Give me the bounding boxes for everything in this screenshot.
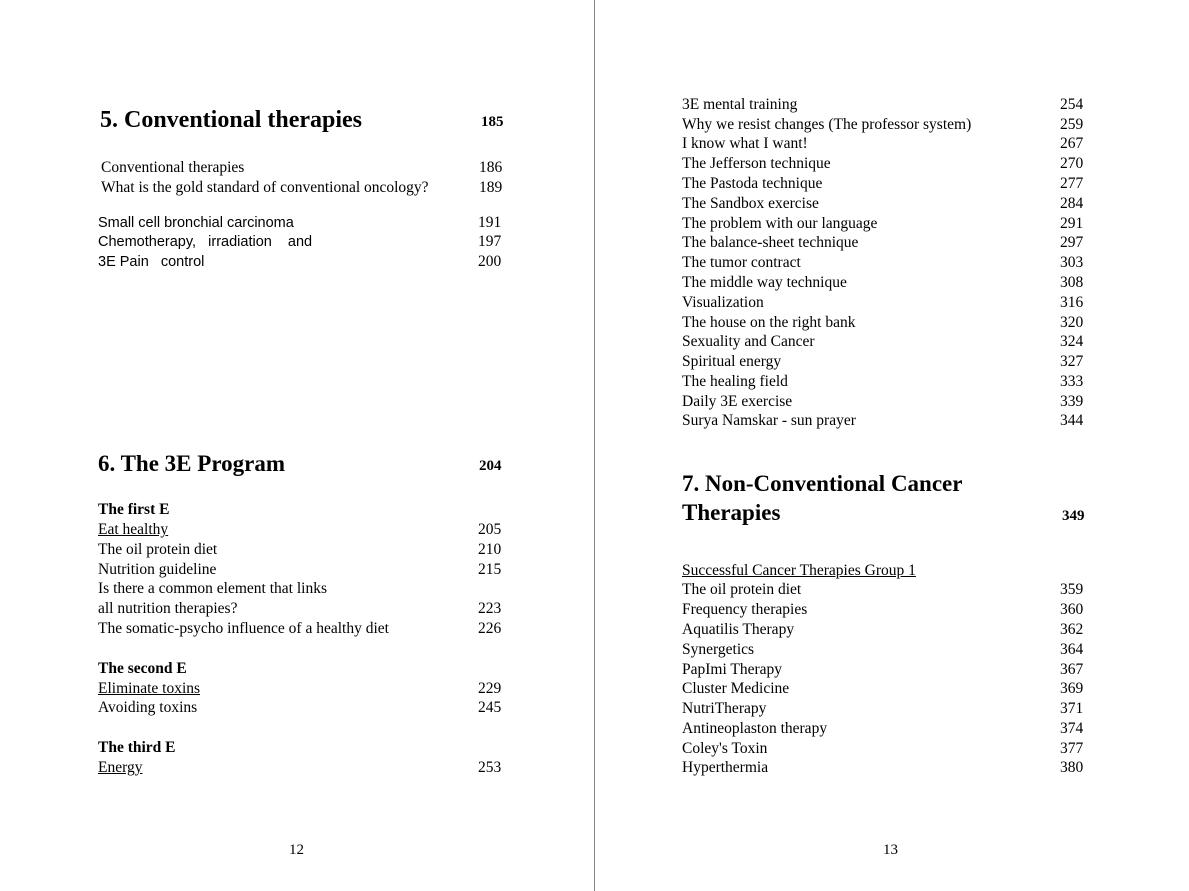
toc-entry-page: 359 [1060, 581, 1084, 598]
toc-entry [682, 580, 1092, 600]
toc-entry [98, 520, 508, 540]
toc-entry-text: The oil protein diet [682, 581, 802, 598]
toc-entry-text: Is there a common element that links [98, 580, 327, 597]
toc-entry [682, 640, 1092, 660]
toc-entry-page: 291 [1060, 215, 1084, 232]
toc-entry [682, 95, 1092, 115]
toc-entry-page: 253 [478, 759, 502, 776]
toc-entry-page: 320 [1060, 314, 1084, 331]
toc-entry [682, 115, 1092, 135]
toc-entry-text: Sexuality and Cancer [682, 333, 815, 350]
toc-entry [682, 411, 1092, 431]
toc-entry-page: 200 [478, 253, 502, 270]
page-number-left: 12 [289, 842, 304, 858]
toc-entry [682, 293, 1092, 313]
toc-entry-page: 226 [478, 620, 502, 637]
toc-entry-text: Why we resist changes (The professor system) [682, 116, 972, 133]
toc-entry [98, 213, 508, 233]
toc-entry-text: The oil protein diet [98, 541, 218, 558]
chapter-7-title-line2: Therapies [682, 500, 781, 525]
toc-entry-text: The house on the right bank [682, 314, 856, 331]
toc-entry [682, 273, 1092, 293]
chapter-7-page: 349 [1062, 508, 1085, 524]
toc-entry-text: all nutrition therapies? [98, 600, 238, 617]
toc-entry [682, 352, 1092, 372]
toc-entry-page: 223 [478, 600, 502, 617]
toc-entry-page: 364 [1060, 641, 1084, 658]
toc-entry-text: 3E mental training [682, 96, 798, 113]
toc-entry-text: Hyperthermia [682, 759, 769, 776]
toc-entry [682, 739, 1092, 759]
toc-entry-page: 197 [478, 233, 502, 250]
toc-entry-text: Visualization [682, 294, 764, 311]
toc-entry-page: 303 [1060, 254, 1084, 271]
toc-entry [682, 134, 1092, 154]
toc-entry-page: 245 [478, 699, 502, 716]
toc-entry-page: 189 [479, 179, 503, 196]
toc-entry-page: 308 [1060, 274, 1084, 291]
toc-entry-text: PapImi Therapy [682, 661, 783, 678]
toc-entry-text: Antineoplaston therapy [682, 720, 828, 737]
toc-entry [98, 619, 508, 639]
toc-entry [682, 154, 1092, 174]
chapter-6-title: 6. The 3E Program [98, 451, 285, 476]
toc-entry-text: I know what I want! [682, 135, 808, 152]
toc-entry-page: 254 [1060, 96, 1084, 113]
page-gutter [594, 0, 595, 891]
toc-entry-text: NutriTherapy [682, 700, 767, 717]
toc-entry-text: Eat healthy [98, 521, 169, 538]
toc-entry-page: 377 [1060, 740, 1084, 757]
toc-entry-page: 339 [1060, 393, 1084, 410]
toc-entry [98, 599, 508, 619]
section-heading-first-e [98, 500, 508, 520]
toc-entry [682, 600, 1092, 620]
toc-entry [682, 332, 1092, 352]
toc-entry-text: Chemotherapy, irradiation and [98, 234, 313, 250]
toc-entry [101, 178, 511, 198]
chapter-7-title-line1: 7. Non-Conventional Cancer [682, 471, 963, 496]
toc-entry-text: Aquatilis Therapy [682, 621, 795, 638]
toc-entry-page: 374 [1060, 720, 1084, 737]
section-heading-second-e [98, 659, 508, 679]
toc-entry [682, 214, 1092, 234]
toc-entry-text: The tumor contract [682, 254, 801, 271]
toc-entry [682, 253, 1092, 273]
toc-entry-text: Small cell bronchial carcinoma [98, 215, 294, 231]
group-heading [682, 561, 1092, 581]
toc-entry [98, 560, 508, 580]
toc-entry [682, 194, 1092, 214]
toc-entry-page: 327 [1060, 353, 1084, 370]
toc-entry-page: 380 [1060, 759, 1084, 776]
toc-entry-text: The Sandbox exercise [682, 195, 819, 212]
toc-entry-page: 344 [1060, 412, 1084, 429]
section-heading-third-e [98, 738, 508, 758]
toc-entry [682, 174, 1092, 194]
toc-entry [98, 540, 508, 560]
toc-entry-page: 371 [1060, 700, 1084, 717]
toc-entry [682, 233, 1092, 253]
toc-entry [682, 699, 1092, 719]
toc-entry-text: Eliminate toxins [98, 680, 201, 697]
section-heading-text: The second E [98, 660, 187, 677]
toc-entry [682, 620, 1092, 640]
toc-entry-text: Coley's Toxin [682, 740, 768, 757]
toc-entry-text: The Jefferson technique [682, 155, 831, 172]
toc-entry [682, 719, 1092, 739]
section-heading-text: The third E [98, 739, 176, 756]
toc-entry [101, 158, 511, 178]
toc-entry-page: 259 [1060, 116, 1084, 133]
toc-entry-page: 205 [478, 521, 502, 538]
toc-entry-page: 215 [478, 561, 502, 578]
chapter-5-page: 185 [481, 114, 504, 130]
toc-entry-page: 210 [478, 541, 502, 558]
toc-entry-page: 297 [1060, 234, 1084, 251]
toc-entry-text: The balance-sheet technique [682, 234, 859, 251]
toc-entry-page: 369 [1060, 680, 1084, 697]
toc-entry-text: 3E Pain control [98, 254, 205, 270]
toc-entry-page: 316 [1060, 294, 1084, 311]
toc-entry [98, 579, 508, 599]
toc-entry-page: 186 [479, 159, 503, 176]
group-heading-text: Successful Cancer Therapies Group 1 [682, 562, 916, 579]
toc-entry [682, 660, 1092, 680]
toc-entry-page: 333 [1060, 373, 1084, 390]
toc-entry-page: 229 [478, 680, 502, 697]
toc-entry-text: The middle way technique [682, 274, 847, 291]
toc-entry-text: What is the gold standard of conventional oncology? [101, 179, 429, 196]
toc-entry-text: Frequency therapies [682, 601, 808, 618]
toc-entry [98, 232, 508, 252]
toc-entry [682, 313, 1092, 333]
toc-entry-page: 270 [1060, 155, 1084, 172]
toc-entry-text: Conventional therapies [101, 159, 245, 176]
chapter-6-page: 204 [479, 458, 502, 474]
toc-entry-text: Cluster Medicine [682, 680, 790, 697]
toc-entry-page: 277 [1060, 175, 1084, 192]
toc-entry-page: 367 [1060, 661, 1084, 678]
toc-entry [682, 679, 1092, 699]
toc-entry [682, 392, 1092, 412]
chapter-5-title: 5. Conventional therapies [100, 107, 363, 133]
toc-entry-page: 191 [478, 214, 502, 231]
toc-entry-text: The healing field [682, 373, 788, 390]
toc-entry-page: 362 [1060, 621, 1084, 638]
toc-entry-text: The problem with our language [682, 215, 878, 232]
toc-entry-text: Nutrition guideline [98, 561, 217, 578]
toc-entry-text: The Pastoda technique [682, 175, 823, 192]
page-number-right: 13 [883, 842, 898, 858]
toc-entry-text: Surya Namskar - sun prayer [682, 412, 856, 429]
toc-entry [98, 698, 508, 718]
toc-entry [98, 758, 508, 778]
toc-entry-text: The somatic-psycho influence of a healthy diet [98, 620, 389, 637]
toc-entry-page: 324 [1060, 333, 1084, 350]
toc-entry [682, 372, 1092, 392]
toc-entry-page: 284 [1060, 195, 1084, 212]
toc-entry-text: Synergetics [682, 641, 755, 658]
toc-entry-text: Spiritual energy [682, 353, 782, 370]
toc-entry-text: Daily 3E exercise [682, 393, 793, 410]
toc-entry [682, 758, 1092, 778]
toc-entry [98, 679, 508, 699]
section-heading-text: The first E [98, 501, 170, 518]
toc-entry-text: Avoiding toxins [98, 699, 198, 716]
toc-entry-page: 267 [1060, 135, 1084, 152]
toc-entry-page: 360 [1060, 601, 1084, 618]
toc-entry-text: Energy [98, 759, 143, 776]
toc-entry [98, 252, 508, 272]
